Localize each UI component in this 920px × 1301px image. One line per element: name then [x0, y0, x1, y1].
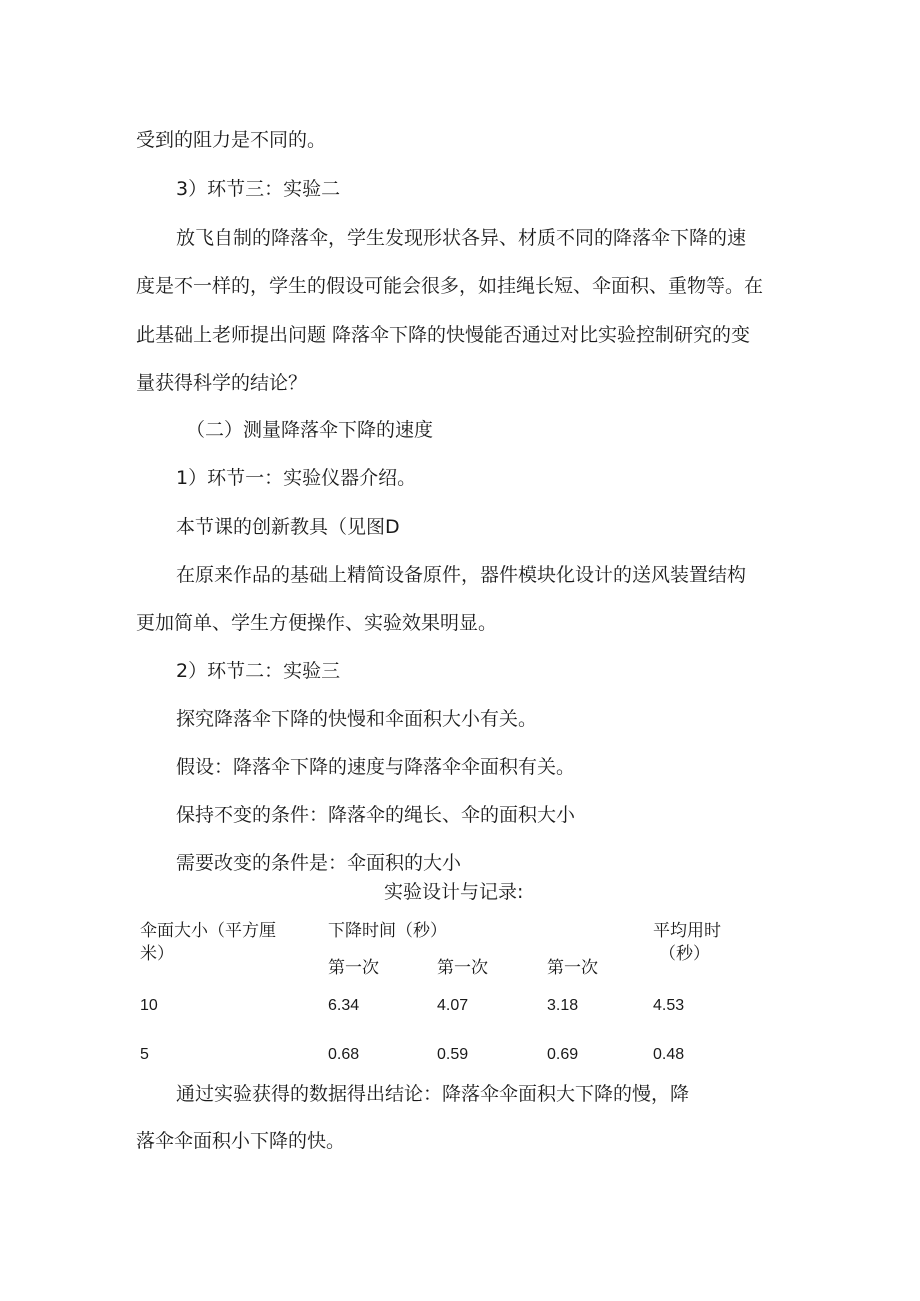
paragraph: 需要改变的条件是：伞面积的大小	[176, 852, 462, 874]
header-trial: 第一次	[547, 958, 598, 978]
paragraph: 在原来作品的基础上精简设备原件，器件模块化设计的送风装置结构	[176, 564, 747, 586]
header-avg-cont: （秒）	[659, 944, 710, 964]
paragraph: 假设：降落伞下降的速度与降落伞伞面积有关。	[176, 756, 576, 778]
section-heading: 1）环节一：实验仪器介绍。	[176, 467, 417, 489]
table-caption: 实验设计与记录:	[384, 881, 524, 903]
conclusion: 通过实验获得的数据得出结论：降落伞伞面积大下降的慢，降	[176, 1083, 690, 1105]
cell-time: 4.07	[437, 997, 469, 1014]
header-area: 伞面大小（平方厘	[140, 921, 276, 941]
section-heading: （二）测量降落伞下降的速度	[186, 419, 434, 441]
cell-time: 0.59	[437, 1046, 469, 1063]
cell-area: 10	[140, 997, 158, 1014]
cell-avg: 0.48	[653, 1046, 685, 1063]
section-heading: 2）环节二：实验三	[176, 660, 341, 682]
paragraph: 探究降落伞下降的快慢和伞面积大小有关。	[176, 708, 538, 730]
header-area-cont: 米）	[140, 944, 174, 964]
cell-avg: 4.53	[653, 997, 685, 1014]
header-trial: 第一次	[328, 958, 379, 978]
paragraph: 度是不一样的，学生的假设可能会很多，如挂绳长短、伞面积、重物等。在	[136, 275, 764, 297]
paragraph: 量获得科学的结论？	[136, 372, 308, 394]
cell-time: 6.34	[328, 997, 360, 1014]
header-trial: 第一次	[437, 958, 488, 978]
cell-time: 0.68	[328, 1046, 360, 1063]
paragraph: 放飞自制的降落伞，学生发现形状各异、材质不同的降落伞下降的速	[176, 227, 747, 249]
paragraph: 更加简单、学生方便操作、实验效果明显。	[136, 612, 498, 634]
header-avg: 平均用时	[653, 921, 721, 941]
paragraph: 此基础上老师提出问题 降落伞下降的快慢能否通过对比实验控制研究的变	[136, 324, 751, 346]
paragraph: 保持不变的条件：降落伞的绳长、伞的面积大小	[176, 804, 576, 826]
paragraph: 本节课的创新教具（见图D	[176, 516, 400, 538]
header-time: 下降时间（秒）	[328, 921, 447, 941]
paragraph: 受到的阻力是不同的。	[136, 129, 327, 151]
cell-time: 3.18	[547, 997, 579, 1014]
section-heading: 3）环节三：实验二	[176, 178, 341, 200]
cell-time: 0.69	[547, 1046, 579, 1063]
conclusion: 落伞伞面积小下降的快。	[136, 1130, 346, 1152]
cell-area: 5	[140, 1046, 149, 1063]
